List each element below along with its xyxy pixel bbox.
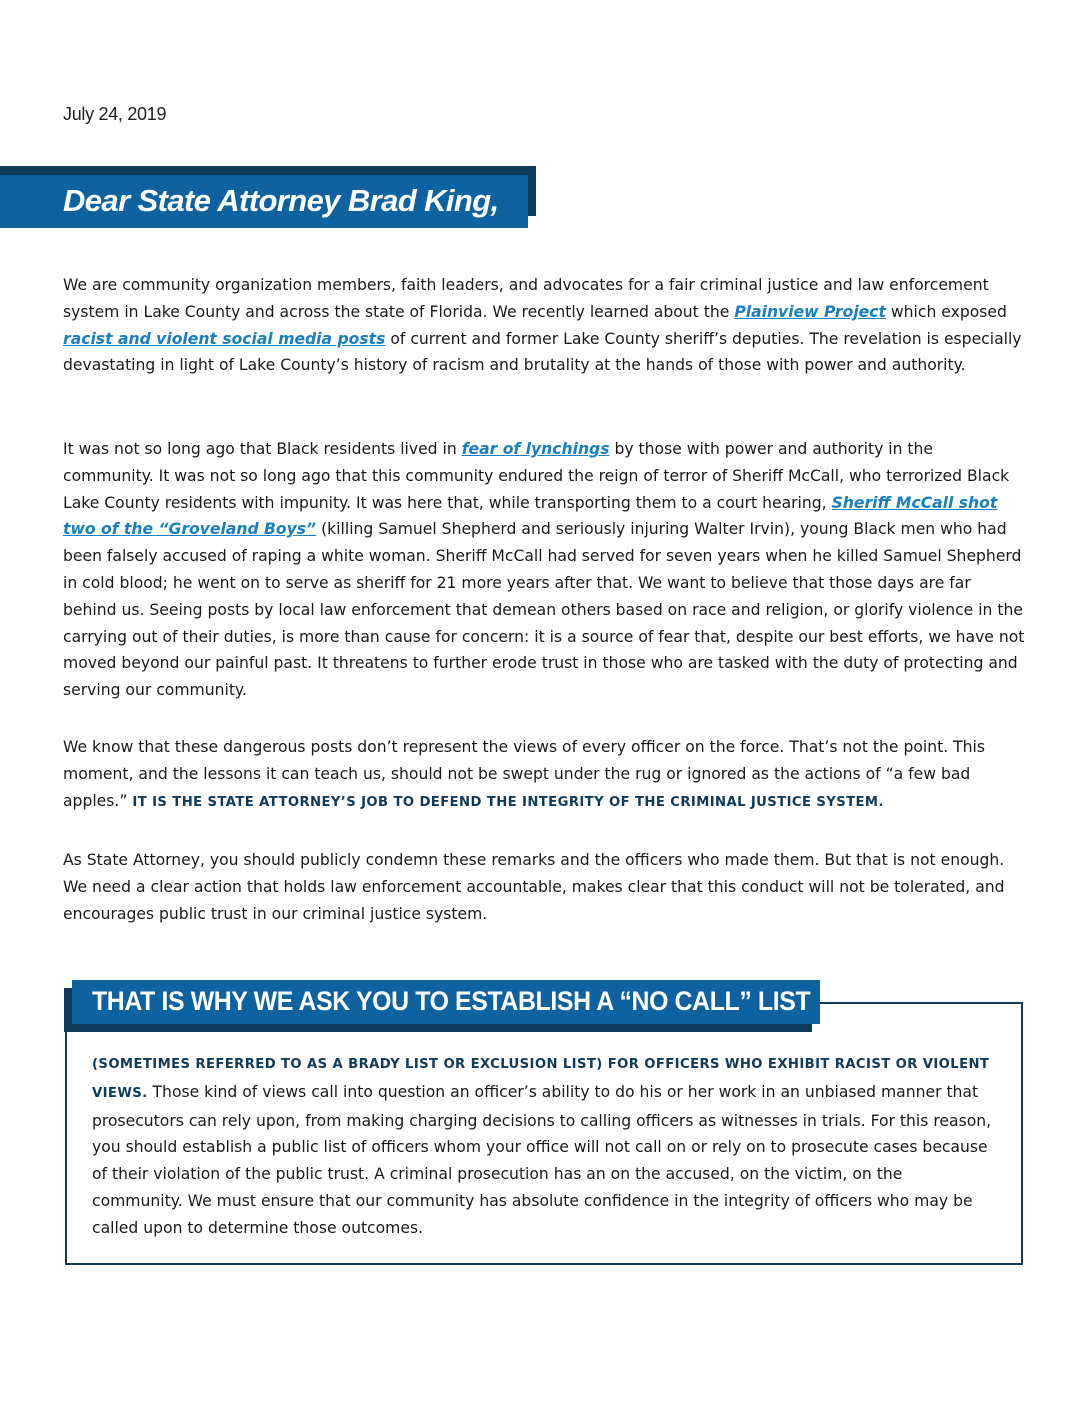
paragraph-action: As State Attorney, you should publicly condemn these remarks and the officers who made them. But that is not enough. We need a clear action that holds law enforcement accountable, makes clear that this conduct will not be tolerated, and encourages public trust in our criminal justice system. [63,851,1005,923]
paragraph-intro [63,272,1025,379]
letter-date: July 24, 2019 [63,104,167,124]
emphasis-statement: IT IS THE STATE ATTORNEY’S JOB TO DEFEND THE INTEGRITY OF THE CRIMINAL JUSTICE SYSTEM. [132,794,884,810]
link-plainview-project[interactable]: Plainview Project [734,302,886,321]
paragraph-text: by those with power and authority in the community. It was not so long ago that this community endured the reign of terror of Sheriff McCall, who terrorized Black Lake County residents with impunity. It was here that, while transporting them to a court hearing, [63,440,1010,512]
paragraph-history [63,436,1025,704]
paragraph-text: which exposed [885,302,1007,321]
callout-heading: THAT IS WHY WE ASK YOU TO ESTABLISH A “NO CALL” LIST [92,986,811,1016]
salutation-banner [0,166,536,228]
paragraph-text: of current and former Lake County sheriff’s deputies. The revelation is especially devastating in light of Lake County’s history of racism and brutality at the hands of those with power and authority. [63,329,1022,375]
paragraph-text: We know that these dangerous posts don’t represent the views of every officer on the force. That’s not the point. This moment, and the lessons it can teach us, should not be swept under the rug or ignored as the actions of “a few bad apples.” [63,738,986,810]
callout-text: Those kind of views call into question an officer’s ability to do his or her work in an unbiased manner that prosecutors can rely upon, from making charging decisions to calling officers as witnesses in trials. For this reason, you should establish a public list of officers whom your office will not call on or rely on to prosecute cases because of their violation of the public trust. A criminal prosecution has an on the accused, on the victim, on the community. We must ensure that our community has absolute confidence in the integrity of officers who may be called upon to determine those outcomes. [92,1082,992,1237]
link-social-media-posts[interactable]: racist and violent social media posts [63,329,386,348]
callout-lead: (SOMETIMES REFERRED TO AS A BRADY LIST OR EXCLUSION LIST) FOR OFFICERS WHO EXHIBIT RACIST OR VIOLENT VIEWS. [92,1057,990,1101]
paragraph-text: (killing Samuel Shepherd and seriously injuring Walter Irvin), young Black men who had been falsely accused of raping a white woman. Sheriff McCall had served for seven years when he killed Samuel Shepherd in cold blood; he went on to serve as sheriff for 21 more years after that. We want to believe that those days are far behind us. Seeing posts by local law enforcement that demean others based on race and religion, or glorify violence in the carrying out of their duties, is more than cause for concern: it is a source of fear that, despite our best efforts, we have not moved beyond our painful past. It threatens to further erode trust in those who are tasked with the duty of protecting and serving our community. [63,520,1025,700]
paragraph-integrity [63,734,1025,816]
link-fear-of-lynchings[interactable]: fear of lynchings [461,440,610,458]
paragraph-text: It was not so long ago that Black residents lived in [63,440,462,458]
callout-body [92,1050,992,1242]
link-groveland-boys[interactable]: Sheriff McCall shot two of the “Groveland Boys” [63,493,998,539]
callout-heading-banner [64,980,820,1032]
salutation-heading: Dear State Attorney Brad King, [63,183,499,218]
paragraph-text: We are community organization members, faith leaders, and advocates for a fair criminal justice and law enforcement system in Lake County and across the state of Florida. We recently learned about the [63,276,989,321]
